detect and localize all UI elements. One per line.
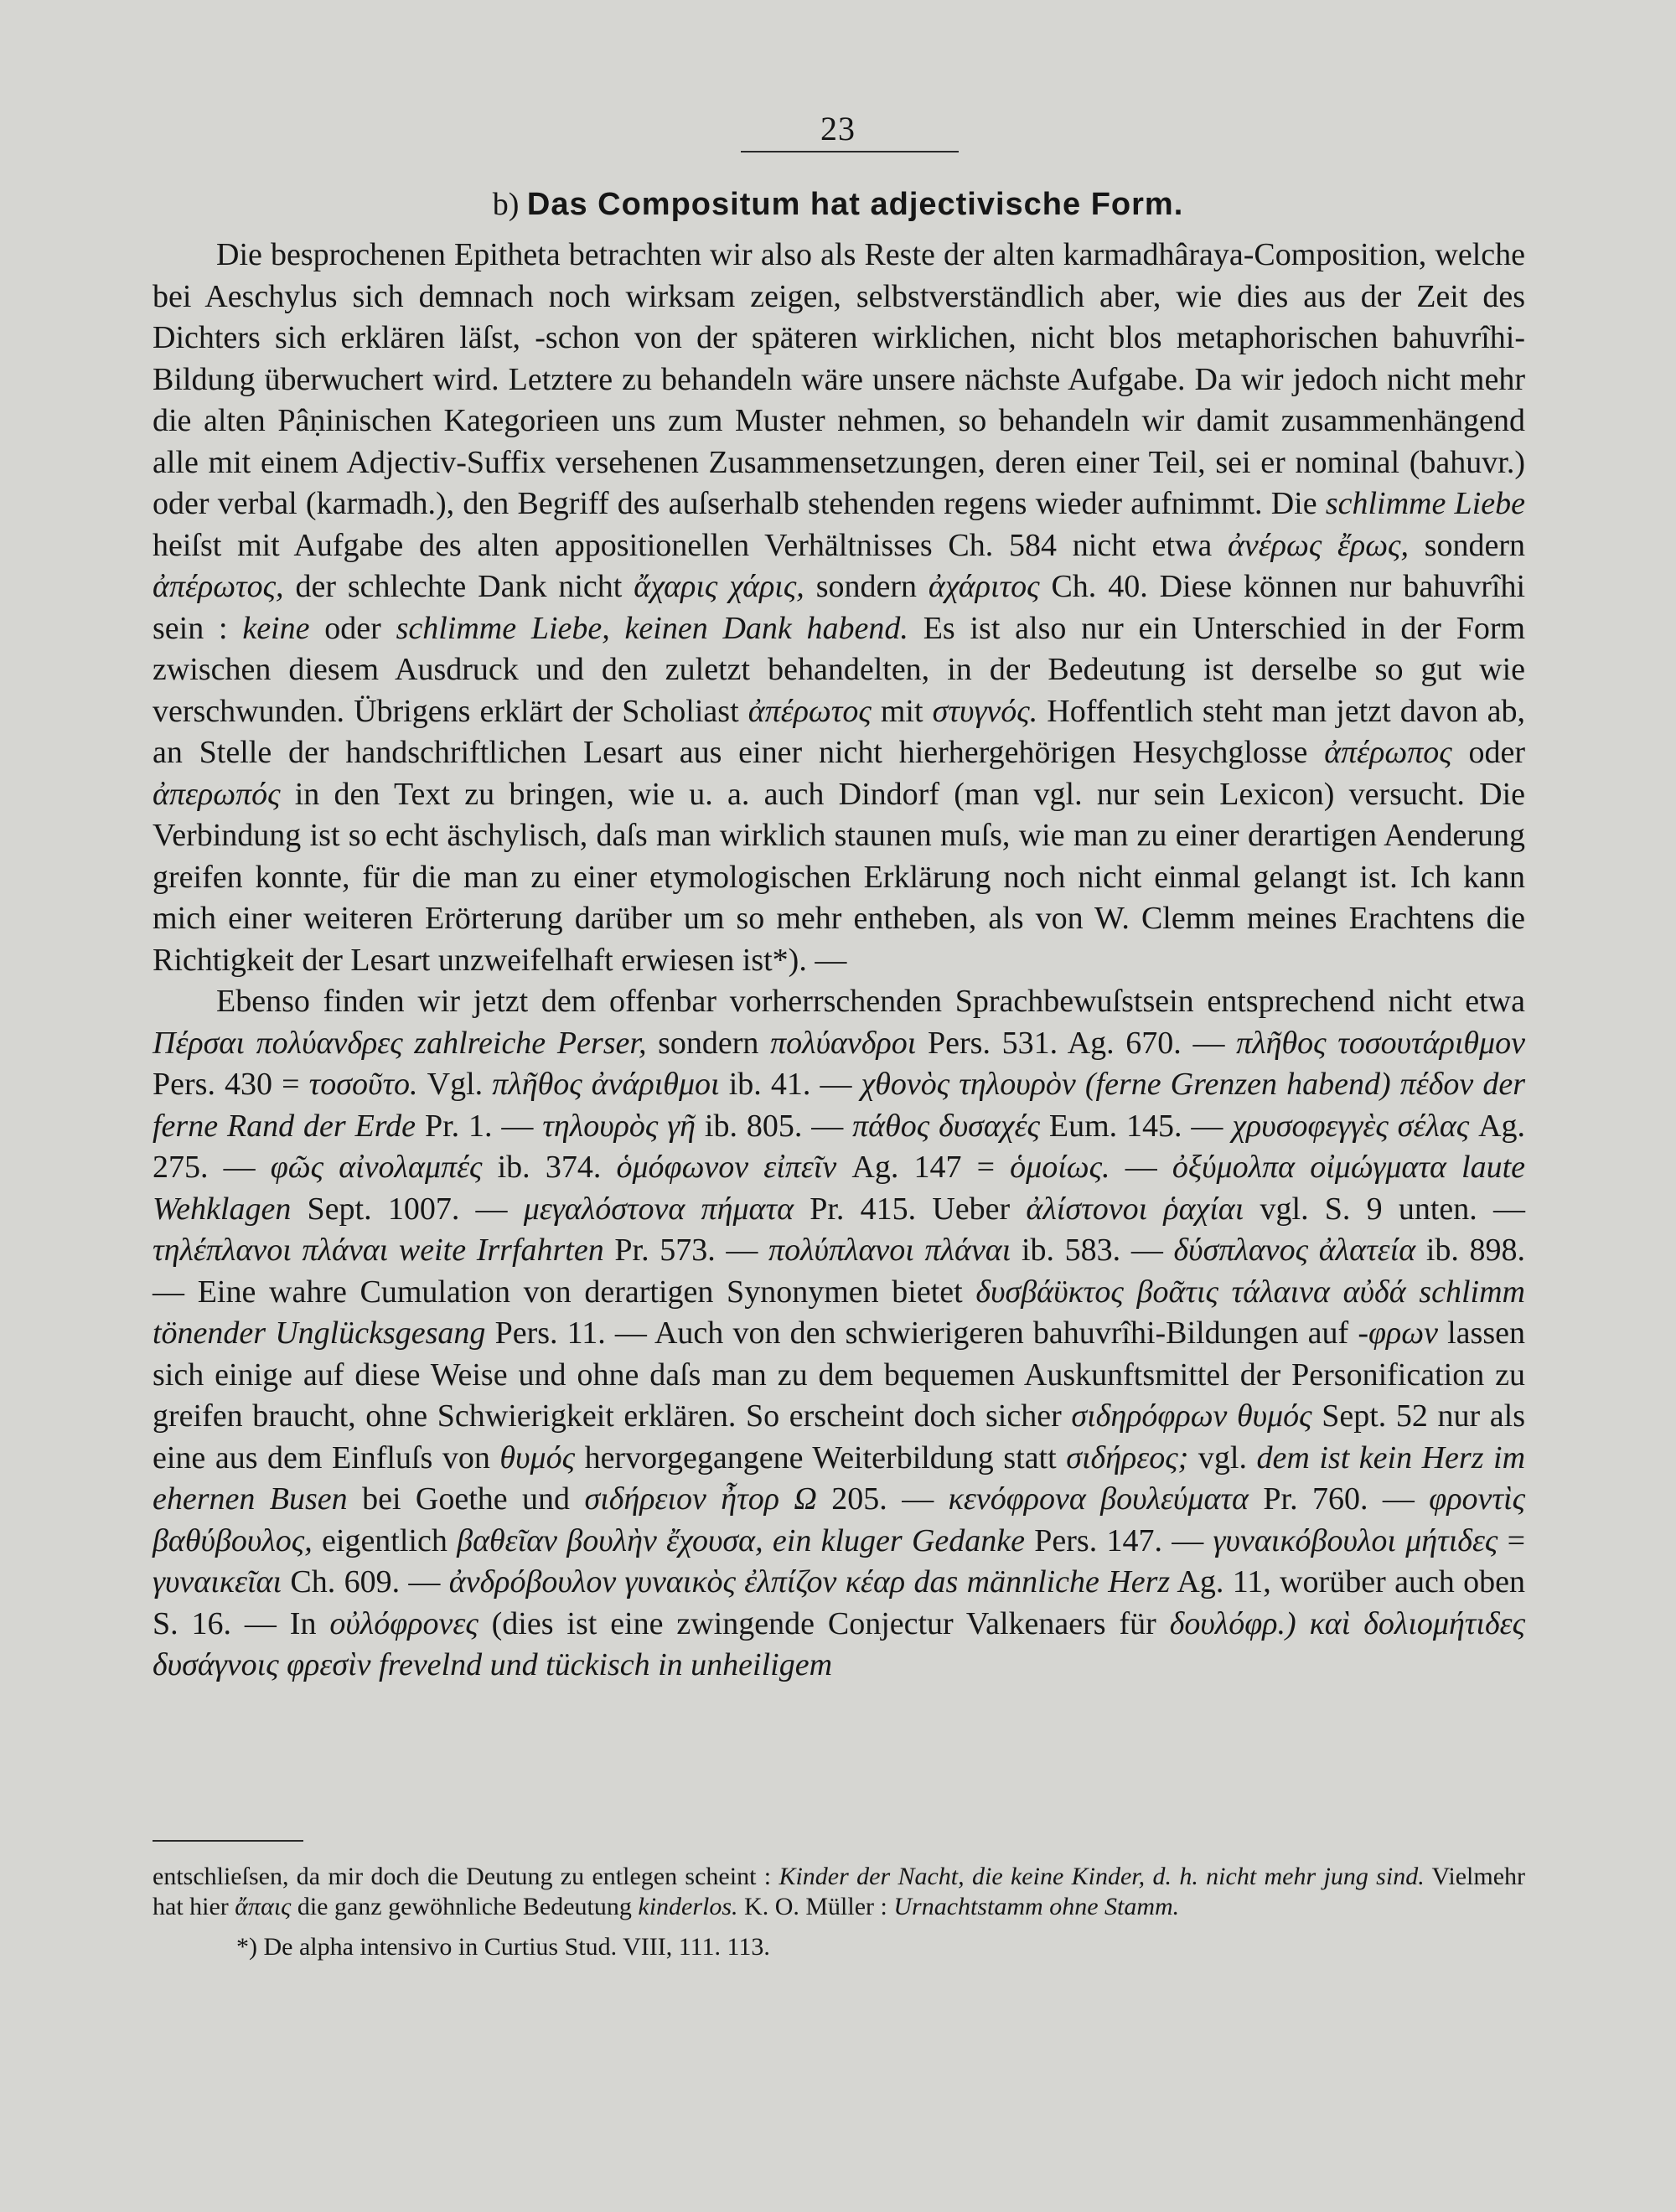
footnote-continuation	[153, 1862, 1525, 1922]
italic-run: dem ist kein Herz im ehernen Busen	[153, 1439, 1526, 1517]
footnote-rule	[153, 1840, 303, 1842]
text-run: in den Text zu bringen, wie u. a. auch Dindorf (man vgl. nur sein Lexicon) versucht. Die Verbindung ist so echt äschylisch, daſs man wirklich staunen muſs, wie man zu einer derartigen Aenderung greifen konnte, für die man zu einer etymologischen Erklärung noch nicht einmal gelangt ist. Ich kann mich einer weiteren Erörterung darüber um so mehr entheben, als von W. Clemm meines Erachtens die Richtigkeit der Lesart unzweifelhaft erwiesen ist*). —	[153, 776, 1526, 978]
greek-run: πολύπλανοι πλάναι	[768, 1233, 1011, 1268]
italic-run: ein kluger Gedanke	[772, 1522, 1025, 1558]
text-run: bei Goethe und	[362, 1481, 571, 1517]
italic-run: der ferne Rand der Erde	[153, 1067, 1526, 1144]
italic-run: schlimme Liebe	[1325, 486, 1525, 521]
greek-run: στυγνός.	[932, 693, 1038, 729]
footnotes	[153, 1862, 1525, 1962]
text-run: Pers. 147. —	[1034, 1522, 1204, 1558]
greek-run: ἀπερωπός	[153, 776, 281, 812]
italic-run: Urnachtstamm ohne Stamm.	[893, 1893, 1180, 1920]
footnote-star: *) De alpha intensivo in Curtius Stud. VIII, 111. 113.	[236, 1933, 770, 1961]
text-run: mit	[880, 693, 923, 729]
text-run: ib. 583. —	[1021, 1233, 1163, 1268]
italic-run: das männliche Herz	[913, 1564, 1171, 1600]
text-run: Sept. 1007. —	[307, 1191, 508, 1227]
greek-run: δυσβάϋκτος βοᾶτις τάλαινα αὐδά	[975, 1274, 1406, 1310]
greek-run: ἀπέρωπος	[1324, 735, 1452, 770]
text-run: Vielmehr hat hier	[153, 1863, 1526, 1920]
italic-run: (ferne Grenzen habend)	[1084, 1067, 1391, 1102]
text-run: sondern	[658, 1025, 759, 1061]
greek-run: ἄπαις	[235, 1893, 292, 1920]
greek-run: πάθος δυσαχές	[852, 1108, 1040, 1144]
greek-run: δύσπλανος ἀλατεία	[1173, 1233, 1416, 1268]
italic-run: laute Wehklagen	[153, 1150, 1526, 1227]
body-text	[153, 235, 1525, 1687]
greek-run: γυναικεῖαι	[153, 1564, 282, 1600]
text-run: Ch. 609. —	[290, 1564, 441, 1600]
greek-run: οὐλόφρονες	[329, 1605, 478, 1641]
greek-run: βαθεῖαν βουλὴν ἔχουσα,	[457, 1522, 763, 1558]
italic-run: schlimme Liebe, keinen Dank habend.	[396, 610, 908, 646]
text-run: der schlechte Dank nicht	[295, 569, 623, 604]
text-run: Ag. 147 =	[851, 1150, 996, 1185]
text-run: Pr. 760. —	[1263, 1481, 1415, 1517]
greek-run: τηλουρὸς γῆ	[542, 1108, 696, 1144]
text-run: ib. 898. — Eine wahre Cumulation von derartigen Synonymen bietet	[153, 1233, 1526, 1310]
italic-run: keine	[242, 610, 310, 646]
greek-run: πλῆθος ἀνάριθμοι	[492, 1067, 720, 1102]
greek-run: τοσοῦτο.	[308, 1067, 418, 1102]
greek-run: ἀπέρωτος,	[153, 569, 284, 604]
text-run: ib. 41. —	[728, 1067, 852, 1102]
greek-run: σιδήρειον ἦτορ Ω	[584, 1481, 817, 1517]
greek-run: ἀνδρόβουλον γυναικὸς ἐλπίζον κέαρ	[448, 1564, 906, 1600]
greek-run: δουλόφρ.)	[1169, 1605, 1296, 1641]
italic-run: kinderlos.	[638, 1893, 738, 1920]
greek-run: σιδηρόφρων θυμός	[1071, 1398, 1312, 1434]
greek-run: σιδήρεος;	[1066, 1439, 1189, 1476]
text-run: die ganz gewöhnliche Bedeutung	[297, 1893, 632, 1920]
text-run: sondern	[1424, 527, 1526, 563]
text-run: Pr. 1. —	[424, 1108, 534, 1144]
greek-run: τηλέπλανοι πλάναι	[153, 1233, 389, 1268]
greek-run: θυμός	[499, 1439, 576, 1476]
greek-run: ὀξύμολπα οἰμώγματα	[1172, 1150, 1446, 1185]
greek-run: μεγαλόστονα πήματα	[523, 1191, 794, 1227]
greek-run: γυναικόβουλοι μήτιδες	[1213, 1522, 1498, 1558]
text-run: K. O. Müller :	[744, 1893, 887, 1920]
greek-run: ἀπέρωτος	[747, 693, 872, 729]
page-number: 23	[820, 110, 856, 147]
page-number-rule	[741, 151, 959, 152]
greek-run: πέδον	[1399, 1067, 1474, 1102]
text-run: Pers. 531. Ag. 670. —	[928, 1025, 1225, 1061]
greek-run: ὁμοίως.	[1010, 1150, 1110, 1185]
text-run: —	[1125, 1150, 1157, 1185]
italic-run: Kinder der Nacht, die keine Kinder, d. h. nicht mehr jung sind.	[779, 1863, 1425, 1890]
text-run: oder	[1468, 735, 1526, 770]
text-run: Es ist also nur ein Unterschied in der Form zwischen diesem Ausdruck und den zuletzt behandelten, in der Bedeutung ist derselbe so gut wie verschwunden. Übrigens erklärt der Scholiast	[153, 610, 1526, 729]
text-run: oder	[324, 610, 381, 646]
text-run: Ag. 11, worüber auch oben S. 16. — In	[153, 1564, 1526, 1641]
greek-run: ἀχάριτος	[928, 569, 1040, 604]
text-run: sondern	[815, 569, 917, 604]
greek-run: Πέρσαι πολύανδρες	[153, 1025, 403, 1061]
text-run: Eum. 145. —	[1048, 1108, 1223, 1144]
text-run: Ch. 40. Diese können nur bahuvrîhi sein :	[153, 569, 1525, 646]
text-run: Ebenso finden wir jetzt dem offenbar vorherrschenden Sprachbewuſstsein entsprechend nicht etwa	[216, 984, 1525, 1019]
text-run: =	[1507, 1522, 1526, 1558]
text-run: lassen sich einige auf diese Weise und ohne daſs man zu dem bequemen Auskunftsmittel der Personification zu greifen braucht, ohne Schwierigkeit erklären. So erscheint doch sicher	[153, 1315, 1525, 1434]
greek-run: χρυσοφεγγὲς σέλας	[1232, 1108, 1470, 1144]
text-run: entschlieſsen, da mir doch die Deutung zu entlegen scheint :	[153, 1863, 772, 1890]
greek-run: ὁμόφωνον εἰπεῖν	[616, 1150, 837, 1185]
section-letter: b)	[492, 187, 520, 222]
italic-run: weite Irrfahrten	[398, 1233, 604, 1268]
text-run: vgl. S. 9 unten. —	[1260, 1191, 1526, 1227]
greek-run: φροντὶς βαθύβουλος,	[153, 1481, 1526, 1558]
greek-run: φῶς αἰνολαμπές	[270, 1150, 483, 1185]
greek-run: πλῆθος τοσουτάριθμον	[1236, 1025, 1525, 1061]
greek-run: ἄχαρις χάρις,	[634, 569, 804, 604]
text-run: heiſst mit Aufgabe des alten appositionellen Verhältnisses Ch. 584 nicht etwa	[153, 527, 1213, 563]
greek-run: χθονὸς τηλουρὸν	[861, 1067, 1076, 1102]
text-run: Hoffentlich steht man jetzt davon ab, an Stelle der handschriftlichen Lesart aus einer nicht hierhergehörigen Hesychglosse	[153, 693, 1526, 770]
text-run: Die besprochenen Epitheta betrachten wir also als Reste der alten karmadhâraya-Composition, welche bei Aeschylus sich demnach noch wirksam zeigen, selbstverständlich aber, wie dies aus der Zeit des Dichters sich erklären läſst, ‑schon von der späteren wirklichen, nicht blos metaphorischen bahuvrîhi-Bildung überwuchert wird. Letztere zu behandeln wäre unsere nächste Aufgabe. Da wir jedoch nicht mehr die alten Pâṇinischen Kategorieen uns zum Muster nehmen, so behandeln wir damit zusammenhängend alle mit einem Adjectiv-Suffix versehenen Zusammensetzungen, deren einer Teil, sei er nominal (bahuvr.) oder verbal (karmadh.), den Begriff des auſserhalb stehenden regens wieder aufnimmt. Die	[153, 237, 1525, 521]
text-run: ib. 374.	[497, 1150, 602, 1185]
text-run: Sept. 52 nur als eine aus dem Einfluſs von	[153, 1398, 1526, 1476]
greek-run: ἀλίστονοι ῥαχίαι	[1026, 1191, 1244, 1227]
section-heading	[0, 184, 1676, 225]
greek-run: -φρων	[1358, 1315, 1438, 1351]
text-run: Pr. 573. —	[614, 1233, 758, 1268]
text-run: Vgl.	[427, 1067, 484, 1102]
text-run: Pers. 430 =	[153, 1067, 300, 1102]
text-run: (dies ist eine zwingende Conjectur Valkenaers für	[491, 1605, 1156, 1641]
text-run: Pr. 415. Ueber	[810, 1191, 1011, 1227]
greek-run: καὶ δολιομήτιδες δυσάγνοις φρεσὶν	[153, 1605, 1526, 1682]
text-run: Ag. 275. —	[153, 1108, 1526, 1185]
italic-run: frevelnd und tückisch in unheiligem	[379, 1647, 833, 1682]
text-run: vgl.	[1198, 1439, 1247, 1476]
paragraph-1	[153, 235, 1525, 981]
italic-run: zahlreiche Perser,	[414, 1025, 647, 1061]
text-run: ib. 805. —	[704, 1108, 844, 1144]
greek-run: πολύανδροι	[770, 1025, 917, 1061]
paragraph-2	[153, 981, 1525, 1687]
greek-run: ἀνέρως ἔρως,	[1227, 527, 1409, 563]
text-run: eigentlich	[322, 1522, 447, 1558]
text-run: 205. —	[831, 1481, 934, 1517]
text-run: hervorgegangene Weiterbildung statt	[584, 1439, 1057, 1476]
greek-run: κενόφρονα βουλεύματα	[948, 1481, 1249, 1517]
italic-run: schlimm tönender Unglücksgesang	[153, 1274, 1525, 1351]
section-title: Das Compositum hat adjectivische Form.	[526, 187, 1184, 222]
text-run: Pers. 11. — Auch von den schwierigeren bahuvrîhi-Bildungen auf	[494, 1315, 1349, 1351]
